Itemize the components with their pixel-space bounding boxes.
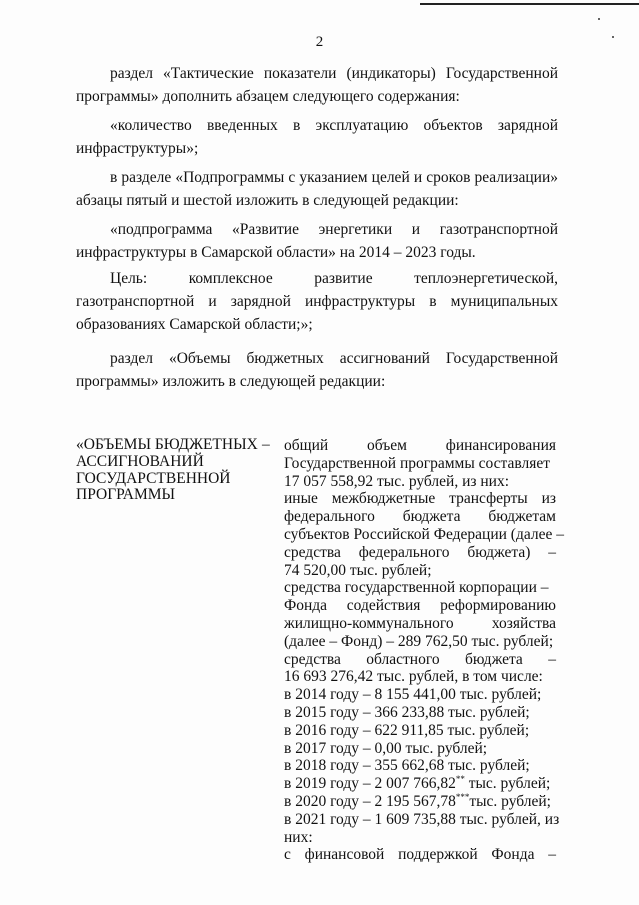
table-right-column: [284, 437, 564, 864]
table-right-line: в 2021 году – 1 609 735,88 тыс. рублей, из: [284, 810, 560, 828]
table-right-line: в 2016 году – 622 911,85 тыс. рублей;: [284, 721, 530, 739]
table-right-line: 17 057 558,92 тыс. рублей, из них:: [284, 472, 510, 490]
table-right-line: в 2015 году – 366 233,88 тыс. рублей;: [284, 703, 530, 721]
table-right-line: иные межбюджетные трансферты из: [284, 490, 556, 508]
table-right-line: в 2014 году – 8 155 441,00 тыс. рублей;: [284, 686, 542, 704]
page-number: 2: [315, 34, 324, 50]
year-2020-text: в 2020 году – 2 195 567,78: [284, 792, 456, 810]
footnote-mark: ***: [455, 791, 470, 802]
scan-speck: [598, 18, 600, 20]
table-right-line: с финансовой поддержкой Фонда –: [284, 846, 556, 864]
table-right-line: средства областного бюджета –: [284, 650, 556, 668]
year-2019-text: в 2019 году – 2 007 766,82: [284, 775, 456, 793]
table-right-line: них:: [284, 828, 313, 846]
paragraph-4: «подпрограмма «Развитие энергетики и газотранспортной инфраструктуры в Самарской области» на 2014 – 2023 годы.: [76, 221, 558, 261]
top-rule: [420, 3, 639, 5]
table-right-line: в 2018 году – 355 662,68 тыс. рублей;: [284, 757, 530, 775]
table-right-line: 74 520,00 тыс. рублей;: [284, 561, 432, 579]
table-right-line: (далее – Фонд) – 289 762,50 тыс. рублей;: [284, 632, 554, 650]
table-left-dash: –: [262, 436, 270, 453]
paragraph-6: раздел «Объемы бюджетных ассигнований Государственной программы» изложить в следующей редакции:: [76, 350, 558, 390]
year-2020-unit: тыс. рублей;: [469, 792, 551, 810]
table-right-line: Государственной программы составляет: [284, 454, 551, 472]
table-right-line: жилищно-коммунального хозяйства: [284, 614, 556, 632]
footnote-mark: **: [455, 774, 465, 785]
table-left-line: АССИГНОВАНИЙ: [76, 452, 204, 470]
paragraph-1: раздел «Тактические показатели (индикаторы) Государственной программы» дополнить абзацем следующего содержания:: [76, 65, 558, 105]
paragraph-5: Цель: комплексное развитие теплоэнергетической, газотранспортной и зарядной инфраструктуры в муниципальных образованиях Самарской области;»;: [76, 270, 558, 333]
table-left-line: ПРОГРАММЫ: [76, 486, 176, 504]
table-left-line: ГОСУДАРСТВЕННОЙ: [76, 469, 231, 487]
year-2019-unit: тыс. рублей;: [464, 775, 551, 793]
table-right-line: федерального бюджета бюджетам: [284, 508, 556, 526]
table-right-line-2019: [284, 775, 556, 793]
table-right-line: средства федерального бюджета) –: [284, 543, 556, 561]
table-left-line: «ОБЪЕМЫ БЮДЖЕТНЫХ: [76, 436, 258, 453]
paragraph-2: «количество введенных в эксплуатацию объектов зарядной инфраструктуры»;: [76, 117, 558, 157]
table-right-line: средства государственной корпорации –: [284, 579, 549, 597]
table-right-line: субъектов Российской Федерации (далее –: [284, 525, 564, 543]
table-left-column: [76, 437, 276, 504]
table-right-line-2020: [284, 793, 556, 811]
table-right-line: Фонда содействия реформированию: [284, 597, 556, 615]
paragraph-3: в разделе «Подпрограммы с указанием целей и сроков реализации» абзацы пятый и шестой изложить в следующей редакции:: [76, 169, 558, 209]
table-right-line: 16 693 276,42 тыс. рублей, в том числе:: [284, 668, 543, 686]
table-right-line: в 2017 году – 0,00 тыс. рублей;: [284, 739, 488, 757]
table-right-line: общий объем финансирования: [284, 437, 556, 454]
